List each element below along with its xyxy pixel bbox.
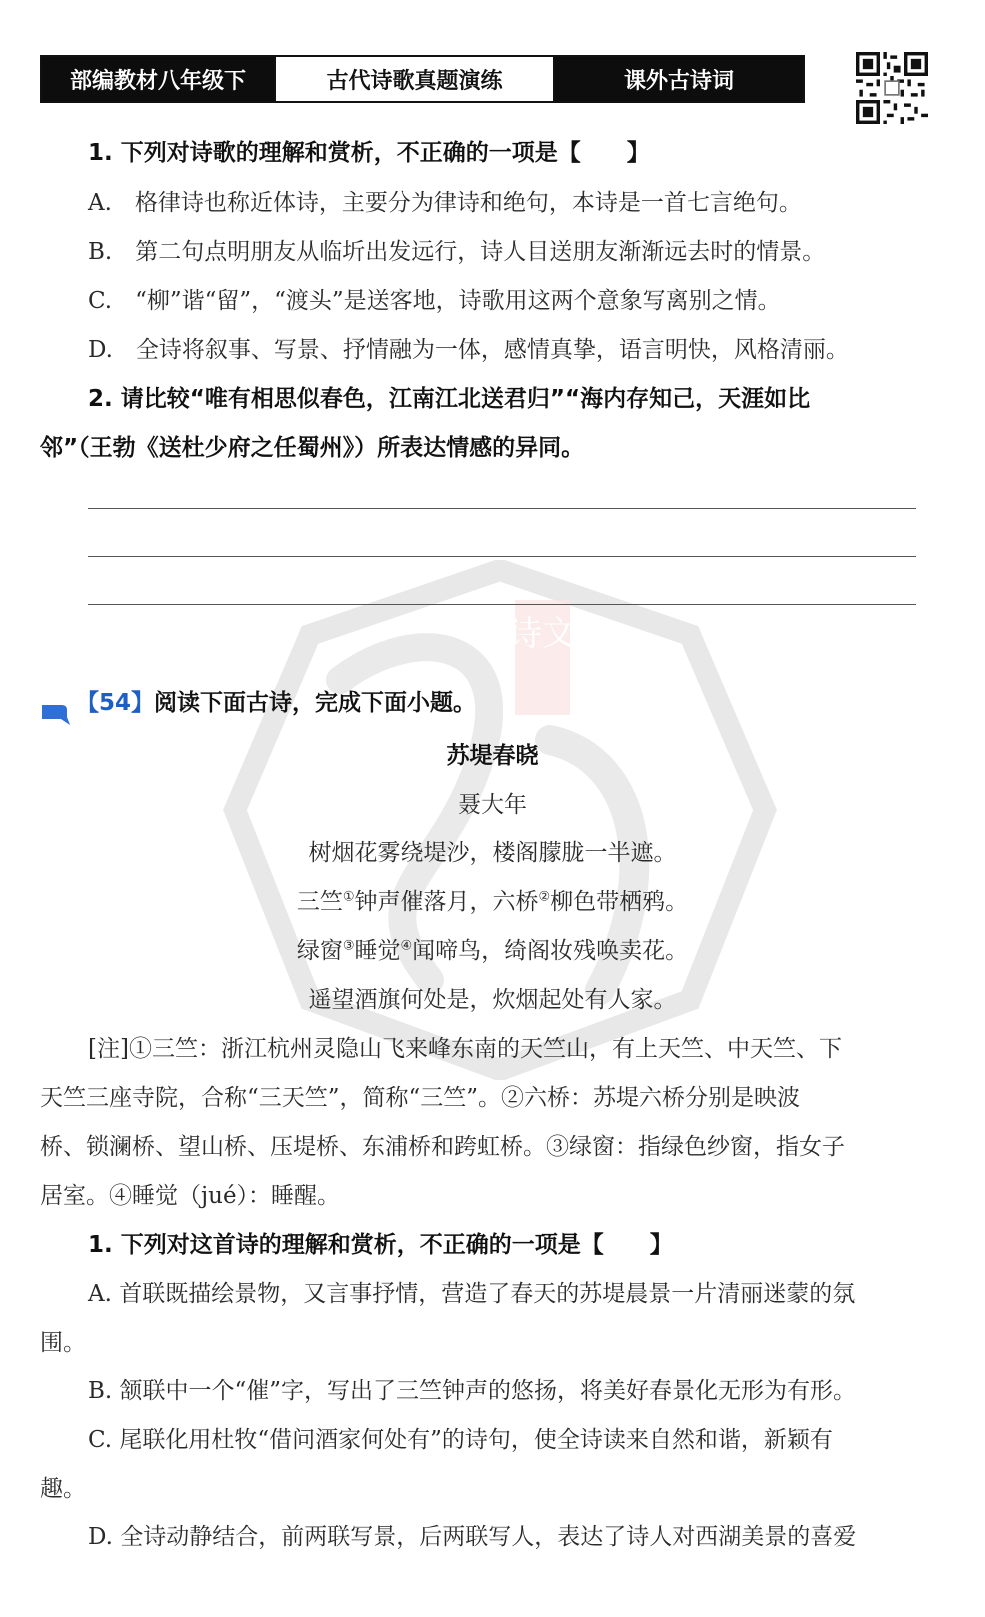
header-unit: 课外古诗词 xyxy=(555,57,803,101)
option-c-line1: C. 尾联化用杜牧“借问酒家何处有”的诗句，使全诗读来自然和谐，新颖有 xyxy=(88,1427,833,1453)
answer-line xyxy=(88,556,916,557)
notes-line-2: 天竺三座寺院，合称“三天竺”，简称“三竺”。②六桥：苏堤六桥分别是映波 xyxy=(40,1085,801,1111)
header-grade: 部编教材八年级下 xyxy=(42,57,274,101)
footnote-marker: ③ xyxy=(342,938,355,954)
notes-line-4: 居室。④睡觉（jué）：睡醒。 xyxy=(40,1183,341,1209)
prev-option-c: C. “柳”谐“留”，“渡头”是送客地，诗歌用这两个意象写离别之情。 xyxy=(88,288,781,314)
poem-line-2: 三竺①钟声催落月，六桥②柳色带栖鸦。 xyxy=(296,889,689,915)
answer-line xyxy=(88,508,916,509)
poem-author: 聂大年 xyxy=(458,792,527,818)
svg-text:诗文: 诗文 xyxy=(508,614,576,654)
poem-line-1: 树烟花雾绕堤沙，楼阁朦胧一半遮。 xyxy=(308,840,677,866)
qr-code-icon xyxy=(856,52,928,124)
bookmark-icon xyxy=(40,703,70,727)
prev-question-1: 1. 下列对诗歌的理解和赏析，不正确的一项是【 】 xyxy=(88,140,650,166)
section-header xyxy=(76,688,476,718)
option-c-line2: 趣。 xyxy=(40,1476,86,1502)
option-b: B. 颔联中一个“催”字，写出了三竺钟声的悠扬，将美好春景化无形为有形。 xyxy=(88,1378,857,1404)
prev-option-a: A. 格律诗也称近体诗，主要分为律诗和绝句，本诗是一首七言绝句。 xyxy=(88,190,802,216)
prev-question-2-line1: 2. 请比较“唯有相思似春色，江南江北送君归”“海内存知己，天涯如比 xyxy=(88,386,811,412)
poem-line-4: 遥望酒旗何处是，炊烟起处有人家。 xyxy=(308,987,677,1013)
prev-option-d: D. 全诗将叙事、写景、抒情融为一体，感情真挚，语言明快，风格清丽。 xyxy=(88,337,849,363)
footnote-marker: ② xyxy=(538,889,551,905)
poem-title: 苏堤春晓 xyxy=(446,743,539,769)
header-bar xyxy=(40,55,805,103)
prev-option-b: B. 第二句点明朋友从临圻出发远行，诗人目送朋友渐渐远去时的情景。 xyxy=(88,239,826,265)
question-1: 1. 下列对这首诗的理解和赏析，不正确的一项是【 】 xyxy=(88,1232,673,1258)
section-number: 【54】 xyxy=(76,690,155,716)
header-title: 古代诗歌真题演练 xyxy=(274,57,555,101)
prev-question-2-line2: 邻”（王勃《送杜少府之任蜀州》）所表达情感的异同。 xyxy=(40,435,585,461)
answer-line xyxy=(88,604,916,605)
poem-line-3: 绿窗③睡觉④闻啼鸟，绮阁妆残唤卖花。 xyxy=(296,938,689,964)
option-a-line1: A. 首联既描绘景物，又言事抒情，营造了春天的苏堤晨景一片清丽迷蒙的氛 xyxy=(88,1281,856,1307)
option-a-line2: 围。 xyxy=(40,1330,86,1356)
footnote-marker: ① xyxy=(342,889,355,905)
footnote-marker: ④ xyxy=(400,938,413,954)
option-d-line1: D. 全诗动静结合，前两联写景，后两联写人，表达了诗人对西湖美景的喜爱 xyxy=(88,1524,857,1550)
notes-line-3: 桥、锁澜桥、望山桥、压堤桥、东浦桥和跨虹桥。③绿窗：指绿色纱窗，指女子 xyxy=(40,1134,845,1160)
section-instruction: 阅读下面古诗，完成下面小题。 xyxy=(154,690,477,716)
notes-line-1: [注]①三竺：浙江杭州灵隐山飞来峰东南的天竺山，有上天竺、中天竺、下 xyxy=(88,1036,842,1062)
